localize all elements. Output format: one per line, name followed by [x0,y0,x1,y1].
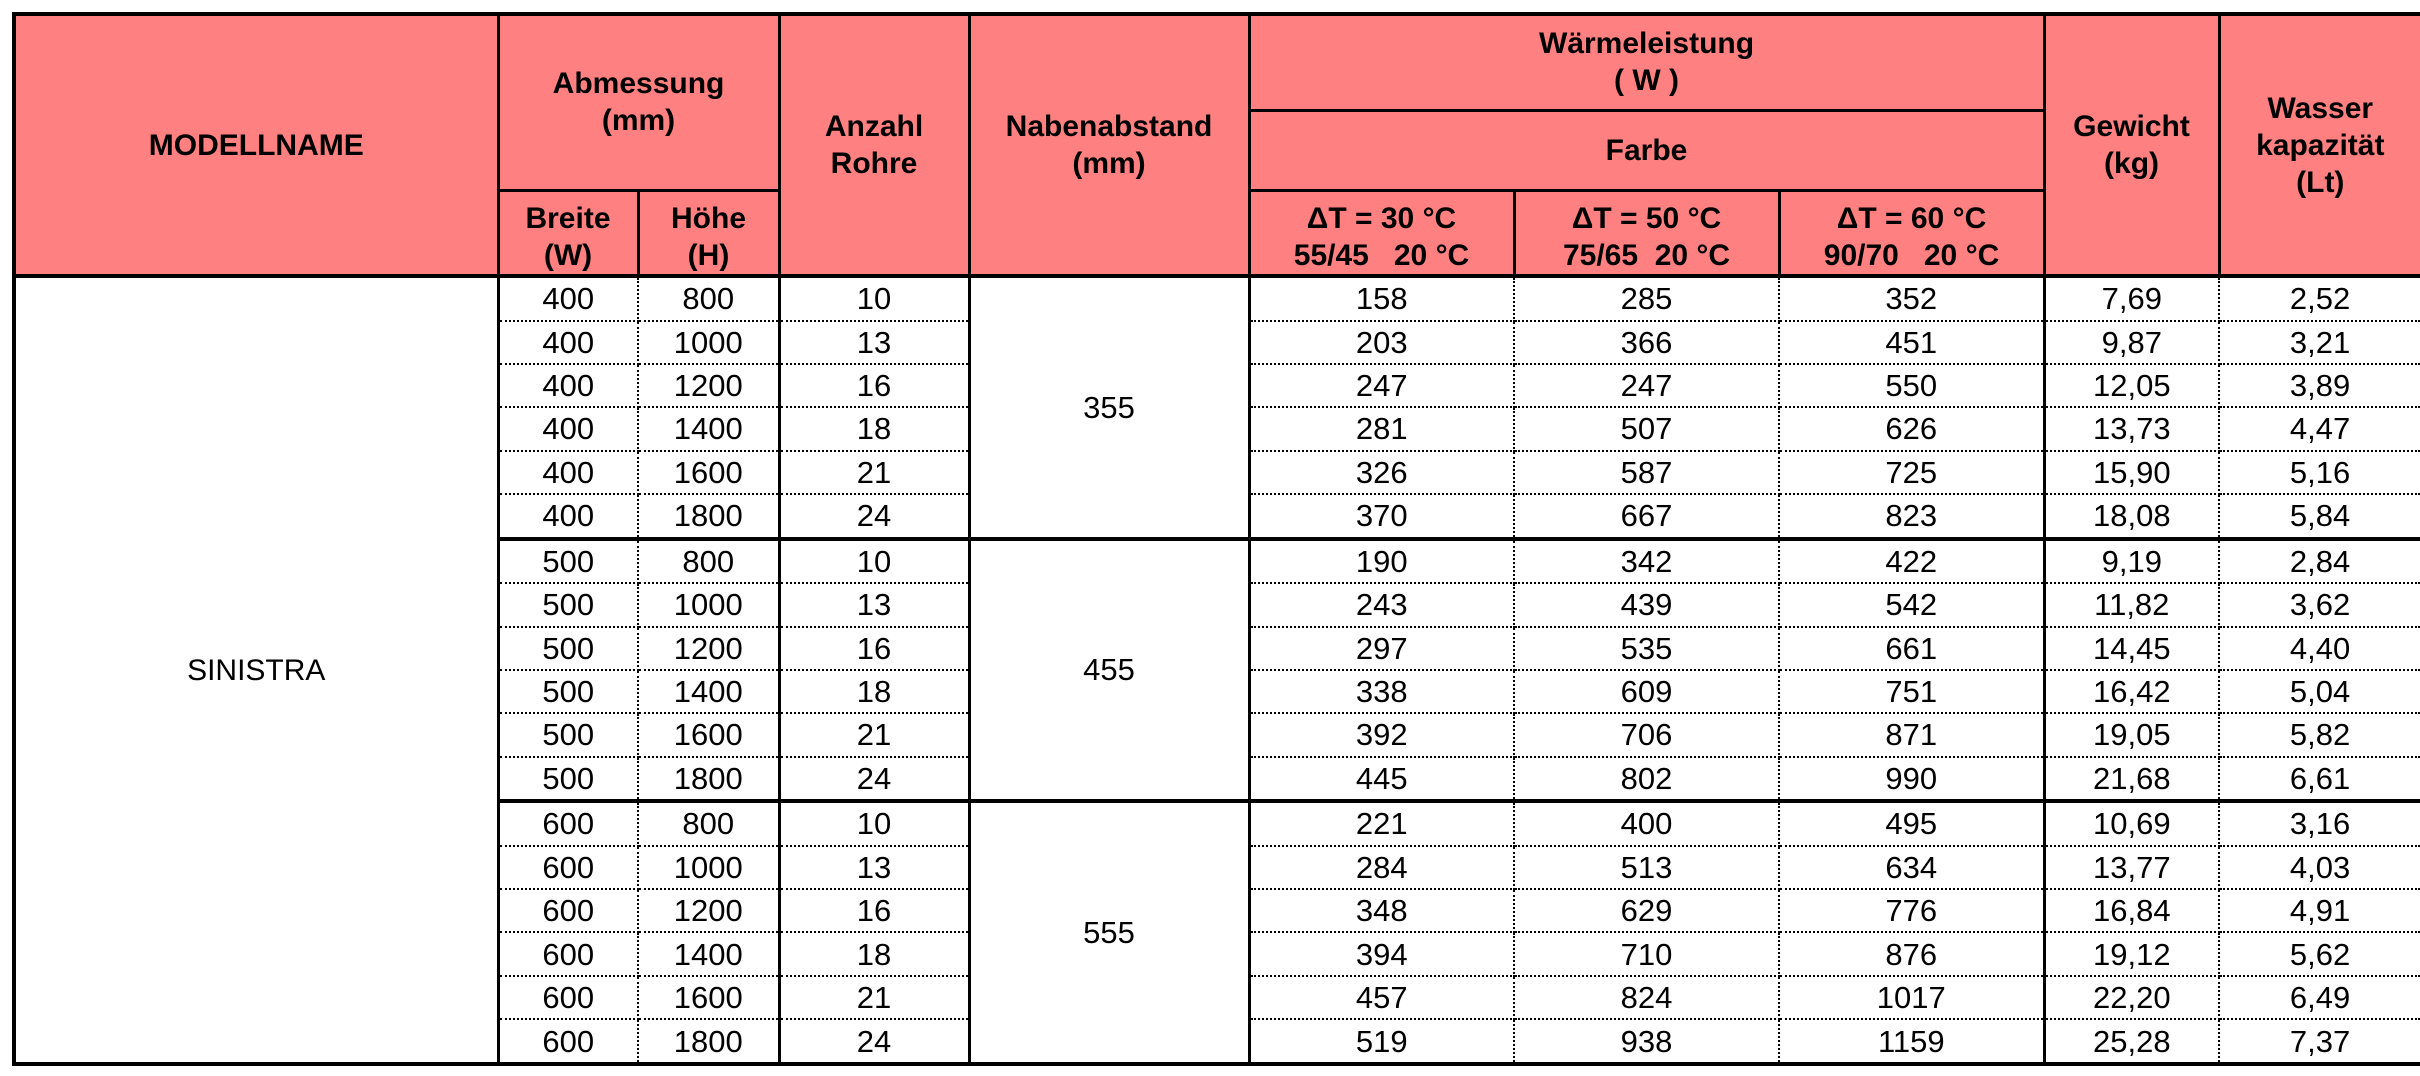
waermeleistung-60-cell: 871 [1779,713,2044,756]
waermeleistung-30-cell: 348 [1249,889,1514,932]
breite-cell: 600 [498,976,638,1019]
waermeleistung-30-cell: 158 [1249,276,1514,321]
wasser-kapazitaet-cell: 4,91 [2219,889,2420,932]
waermeleistung-30-cell: 392 [1249,713,1514,756]
anzahl-rohre-cell: 21 [779,713,969,756]
header-anzahl-rohre: Anzahl Rohre [779,14,969,276]
waermeleistung-60-cell: 876 [1779,932,2044,975]
wasser-kapazitaet-cell: 2,84 [2219,539,2420,584]
breite-cell: 500 [498,713,638,756]
waermeleistung-60-cell: 823 [1779,494,2044,539]
breite-cell: 400 [498,407,638,450]
waermeleistung-60-cell: 634 [1779,846,2044,889]
waermeleistung-50-cell: 609 [1514,670,1779,713]
waermeleistung-60-cell: 661 [1779,627,2044,670]
anzahl-rohre-cell: 10 [779,276,969,321]
waermeleistung-60-cell: 352 [1779,276,2044,321]
gewicht-cell: 25,28 [2044,1019,2219,1064]
waermeleistung-60-cell: 550 [1779,364,2044,407]
waermeleistung-30-cell: 338 [1249,670,1514,713]
breite-cell: 500 [498,539,638,584]
gewicht-cell: 16,84 [2044,889,2219,932]
waermeleistung-50-cell: 535 [1514,627,1779,670]
breite-cell: 600 [498,846,638,889]
header-hoehe: Höhe (H) [638,190,779,276]
wasser-kapazitaet-cell: 5,04 [2219,670,2420,713]
header-delta-t-50: ΔT = 50 °C 75/65 20 °C [1514,190,1779,276]
anzahl-rohre-cell: 13 [779,321,969,364]
hoehe-cell: 1200 [638,889,779,932]
waermeleistung-50-cell: 706 [1514,713,1779,756]
waermeleistung-50-cell: 824 [1514,976,1779,1019]
wasser-kapazitaet-cell: 5,84 [2219,494,2420,539]
waermeleistung-30-cell: 203 [1249,321,1514,364]
waermeleistung-50-cell: 629 [1514,889,1779,932]
hoehe-cell: 800 [638,276,779,321]
gewicht-cell: 13,73 [2044,407,2219,450]
waermeleistung-30-cell: 243 [1249,583,1514,626]
hoehe-cell: 1800 [638,1019,779,1064]
header-abmessung: Abmessung (mm) [498,14,779,190]
hoehe-cell: 1800 [638,494,779,539]
hoehe-cell: 1600 [638,976,779,1019]
wasser-kapazitaet-cell: 6,49 [2219,976,2420,1019]
nabenabstand-cell: 455 [969,539,1249,802]
anzahl-rohre-cell: 21 [779,451,969,494]
gewicht-cell: 11,82 [2044,583,2219,626]
wasser-kapazitaet-cell: 5,16 [2219,451,2420,494]
wasser-kapazitaet-cell: 6,61 [2219,757,2420,802]
waermeleistung-50-cell: 710 [1514,932,1779,975]
gewicht-cell: 22,20 [2044,976,2219,1019]
wasser-kapazitaet-cell: 4,47 [2219,407,2420,450]
waermeleistung-30-cell: 190 [1249,539,1514,584]
anzahl-rohre-cell: 10 [779,801,969,846]
wasser-kapazitaet-cell: 2,52 [2219,276,2420,321]
gewicht-cell: 9,19 [2044,539,2219,584]
breite-cell: 400 [498,494,638,539]
anzahl-rohre-cell: 16 [779,889,969,932]
gewicht-cell: 16,42 [2044,670,2219,713]
gewicht-cell: 18,08 [2044,494,2219,539]
hoehe-cell: 1400 [638,932,779,975]
hoehe-cell: 1400 [638,670,779,713]
waermeleistung-30-cell: 519 [1249,1019,1514,1064]
anzahl-rohre-cell: 18 [779,407,969,450]
waermeleistung-30-cell: 326 [1249,451,1514,494]
anzahl-rohre-cell: 10 [779,539,969,584]
waermeleistung-30-cell: 394 [1249,932,1514,975]
header-farbe: Farbe [1249,110,2044,190]
waermeleistung-60-cell: 422 [1779,539,2044,584]
hoehe-cell: 1600 [638,451,779,494]
waermeleistung-50-cell: 400 [1514,801,1779,846]
table-body [14,276,2420,1064]
header-gewicht: Gewicht (kg) [2044,14,2219,276]
header-breite: Breite (W) [498,190,638,276]
waermeleistung-50-cell: 342 [1514,539,1779,584]
waermeleistung-30-cell: 297 [1249,627,1514,670]
waermeleistung-60-cell: 495 [1779,801,2044,846]
anzahl-rohre-cell: 24 [779,757,969,802]
anzahl-rohre-cell: 21 [779,976,969,1019]
breite-cell: 400 [498,364,638,407]
waermeleistung-50-cell: 587 [1514,451,1779,494]
nabenabstand-cell: 555 [969,801,1249,1064]
hoehe-cell: 1800 [638,757,779,802]
hoehe-cell: 800 [638,539,779,584]
radiator-spec-table [12,12,2420,1066]
waermeleistung-60-cell: 451 [1779,321,2044,364]
waermeleistung-50-cell: 938 [1514,1019,1779,1064]
waermeleistung-50-cell: 802 [1514,757,1779,802]
waermeleistung-30-cell: 284 [1249,846,1514,889]
header-delta-t-30: ΔT = 30 °C 55/45 20 °C [1249,190,1514,276]
hoehe-cell: 1000 [638,846,779,889]
wasser-kapazitaet-cell: 5,62 [2219,932,2420,975]
waermeleistung-30-cell: 247 [1249,364,1514,407]
hoehe-cell: 800 [638,801,779,846]
header-waermeleistung: Wärmeleistung ( W ) [1249,14,2044,110]
wasser-kapazitaet-cell: 3,16 [2219,801,2420,846]
waermeleistung-50-cell: 507 [1514,407,1779,450]
hoehe-cell: 1000 [638,583,779,626]
wasser-kapazitaet-cell: 5,82 [2219,713,2420,756]
model-name-cell: SINISTRA [14,276,498,1064]
waermeleistung-50-cell: 513 [1514,846,1779,889]
hoehe-cell: 1600 [638,713,779,756]
breite-cell: 500 [498,627,638,670]
waermeleistung-30-cell: 370 [1249,494,1514,539]
waermeleistung-60-cell: 626 [1779,407,2044,450]
waermeleistung-50-cell: 285 [1514,276,1779,321]
anzahl-rohre-cell: 18 [779,932,969,975]
table-row [14,276,2420,321]
header-wasser-kapazitaet: Wasser kapazität (Lt) [2219,14,2420,276]
waermeleistung-60-cell: 1159 [1779,1019,2044,1064]
gewicht-cell: 13,77 [2044,846,2219,889]
anzahl-rohre-cell: 13 [779,583,969,626]
waermeleistung-60-cell: 725 [1779,451,2044,494]
breite-cell: 500 [498,670,638,713]
breite-cell: 500 [498,583,638,626]
anzahl-rohre-cell: 18 [779,670,969,713]
anzahl-rohre-cell: 13 [779,846,969,889]
anzahl-rohre-cell: 24 [779,494,969,539]
waermeleistung-60-cell: 542 [1779,583,2044,626]
hoehe-cell: 1000 [638,321,779,364]
waermeleistung-30-cell: 457 [1249,976,1514,1019]
wasser-kapazitaet-cell: 4,40 [2219,627,2420,670]
gewicht-cell: 7,69 [2044,276,2219,321]
breite-cell: 400 [498,276,638,321]
anzahl-rohre-cell: 24 [779,1019,969,1064]
anzahl-rohre-cell: 16 [779,627,969,670]
waermeleistung-50-cell: 247 [1514,364,1779,407]
waermeleistung-60-cell: 776 [1779,889,2044,932]
gewicht-cell: 15,90 [2044,451,2219,494]
hoehe-cell: 1200 [638,627,779,670]
waermeleistung-50-cell: 667 [1514,494,1779,539]
waermeleistung-60-cell: 1017 [1779,976,2044,1019]
wasser-kapazitaet-cell: 7,37 [2219,1019,2420,1064]
waermeleistung-30-cell: 445 [1249,757,1514,802]
wasser-kapazitaet-cell: 3,89 [2219,364,2420,407]
gewicht-cell: 19,05 [2044,713,2219,756]
waermeleistung-60-cell: 751 [1779,670,2044,713]
wasser-kapazitaet-cell: 3,62 [2219,583,2420,626]
breite-cell: 400 [498,451,638,494]
gewicht-cell: 9,87 [2044,321,2219,364]
gewicht-cell: 10,69 [2044,801,2219,846]
gewicht-cell: 12,05 [2044,364,2219,407]
wasser-kapazitaet-cell: 3,21 [2219,321,2420,364]
header-delta-t-60: ΔT = 60 °C 90/70 20 °C [1779,190,2044,276]
wasser-kapazitaet-cell: 4,03 [2219,846,2420,889]
table-header [14,14,2420,276]
waermeleistung-60-cell: 990 [1779,757,2044,802]
waermeleistung-50-cell: 439 [1514,583,1779,626]
breite-cell: 600 [498,1019,638,1064]
gewicht-cell: 14,45 [2044,627,2219,670]
waermeleistung-30-cell: 281 [1249,407,1514,450]
breite-cell: 600 [498,932,638,975]
gewicht-cell: 21,68 [2044,757,2219,802]
anzahl-rohre-cell: 16 [779,364,969,407]
hoehe-cell: 1400 [638,407,779,450]
breite-cell: 500 [498,757,638,802]
waermeleistung-30-cell: 221 [1249,801,1514,846]
header-nabenabstand: Nabenabstand (mm) [969,14,1249,276]
breite-cell: 400 [498,321,638,364]
header-modellname: MODELLNAME [14,14,498,276]
breite-cell: 600 [498,889,638,932]
gewicht-cell: 19,12 [2044,932,2219,975]
breite-cell: 600 [498,801,638,846]
nabenabstand-cell: 355 [969,276,1249,539]
waermeleistung-50-cell: 366 [1514,321,1779,364]
hoehe-cell: 1200 [638,364,779,407]
